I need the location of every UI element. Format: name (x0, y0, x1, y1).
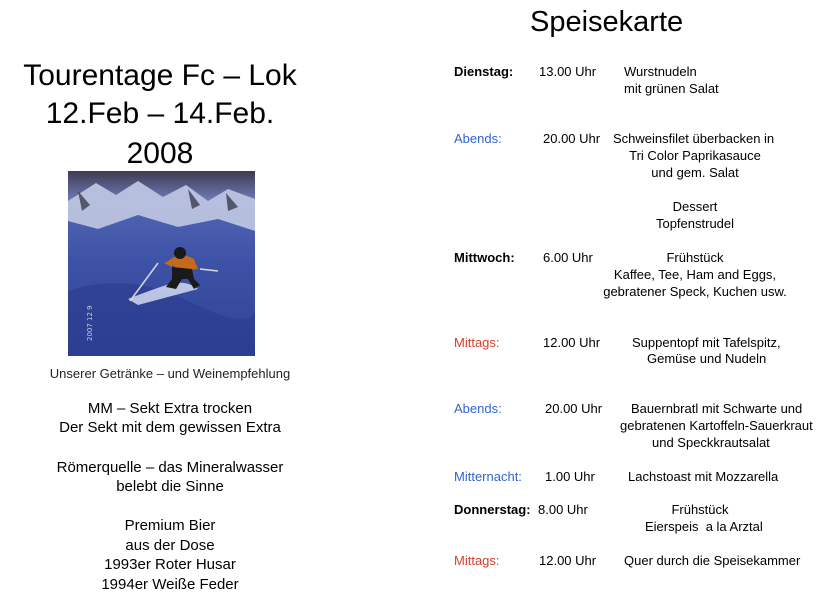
menu-time: 6.00 Uhr (543, 250, 593, 265)
menu-meal-label: Abends: (454, 131, 502, 146)
menu-dish: Schweinsfilet überbacken in (613, 131, 775, 146)
menu-dish: und Speckkrautsalat (652, 435, 770, 450)
menu-dish: Gemüse und Nudeln (647, 351, 767, 366)
drinks-caption: Unserer Getränke – und Weinempfehlung (49, 366, 291, 381)
menu-dish: Wurstnudeln (624, 64, 697, 79)
menu-time: 12.00 Uhr (539, 553, 597, 568)
menu-meal-label: Mittags: (454, 335, 500, 350)
menu-dessert-label: Dessert (672, 199, 718, 214)
menu-dish: Eierspeis a la Arztal (645, 519, 763, 534)
menu-day-label: Donnerstag: (454, 502, 531, 517)
menu-time: 1.00 Uhr (545, 469, 595, 484)
tour-year-line: 2008 (126, 137, 194, 170)
menu-dish: und gem. Salat (651, 165, 739, 180)
menu-time: 13.00 Uhr (539, 64, 597, 79)
menu-dish: gebratenen Kartoffeln-Sauerkraut (620, 418, 813, 433)
drink-line: Premium Bier (124, 517, 216, 534)
menu-title: Speisekarte (530, 6, 684, 38)
menu-meal-label: Mitternacht: (454, 469, 522, 484)
menu-meal-label: Mittags: (454, 553, 500, 568)
menu-time: 12.00 Uhr (543, 335, 601, 350)
drink-line: aus der Dose (125, 537, 215, 554)
drink-line: MM – Sekt Extra trocken (87, 400, 253, 417)
menu-dish: Frühstück (666, 250, 724, 265)
drink-line: belebt die Sinne (116, 478, 224, 495)
menu-meal-label: Abends: (454, 401, 502, 416)
skier-photo (68, 171, 255, 356)
menu-dish: Frühstück (671, 502, 729, 517)
menu-dish: Kaffee, Tee, Ham and Eggs, (613, 267, 777, 282)
drink-line: 1994er Weiße Feder (101, 576, 239, 593)
drink-line: Der Sekt mit dem gewissen Extra (59, 419, 281, 436)
menu-time: 20.00 Uhr (545, 401, 603, 416)
menu-time: 20.00 Uhr (543, 131, 601, 146)
menu-day-label: Mittwoch: (454, 250, 515, 265)
menu-dish: Suppentopf mit Tafelspitz, (632, 335, 781, 350)
menu-dish: Bauernbratl mit Schwarte und (631, 401, 803, 416)
drink-line: 1993er Roter Husar (104, 556, 236, 573)
menu-dish: Topfenstrudel (655, 216, 735, 231)
menu-dish: gebratener Speck, Kuchen usw. (603, 284, 787, 299)
drink-line: Römerquelle – das Mineralwasser (56, 459, 284, 476)
photo-date-stamp: 2007 12 9 (86, 305, 94, 341)
menu-dish: Lachstoast mit Mozzarella (628, 469, 779, 484)
tour-title-line-1: Tourentage Fc – Lok (23, 59, 297, 92)
menu-dish: Tri Color Paprikasauce (629, 148, 761, 163)
menu-time: 8.00 Uhr (538, 502, 588, 517)
tour-date-line: 12.Feb – 14.Feb. (45, 97, 275, 130)
menu-day-label: Dienstag: (454, 64, 514, 79)
menu-dish: mit grünen Salat (624, 81, 719, 96)
menu-dish: Quer durch die Speisekammer (624, 553, 801, 568)
